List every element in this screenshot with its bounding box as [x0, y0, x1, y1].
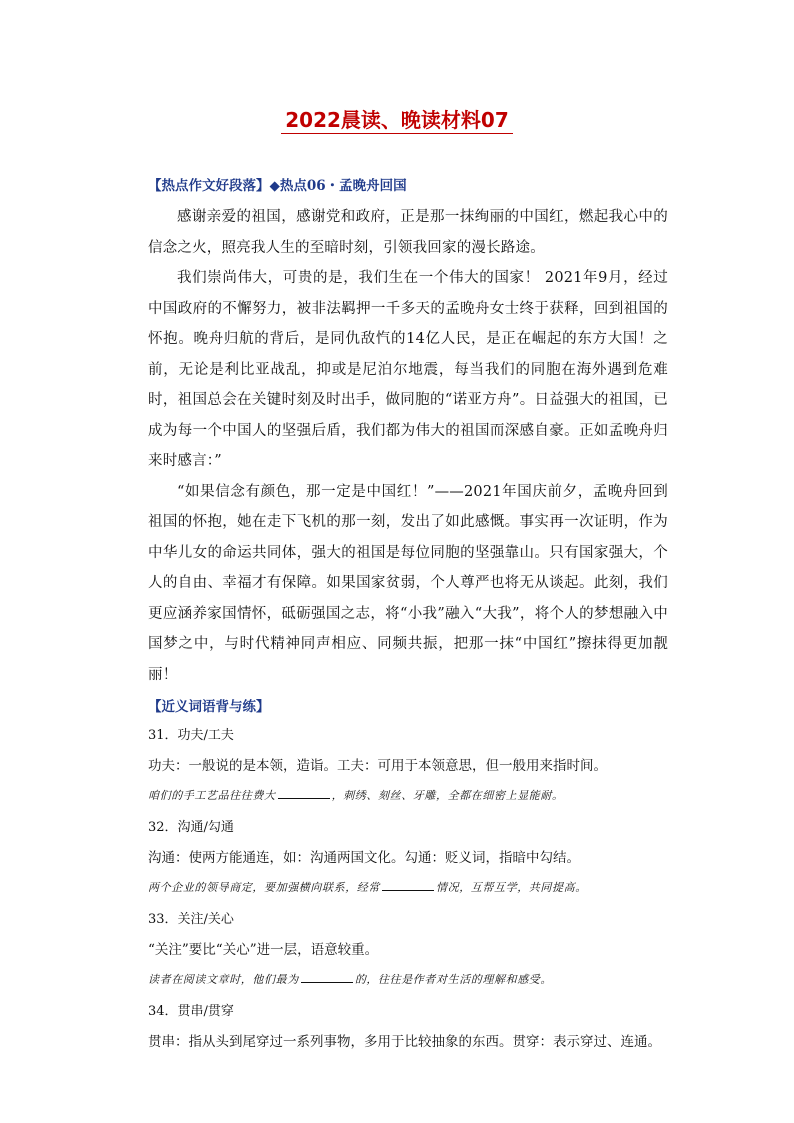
document-body: [148, 174, 668, 1057]
paragraph-1: 感谢亲爱的祖国，感谢党和政府，正是那一抹绚丽的中国红，燃起我心中的信念之火，照亮我人生的至暗时刻，引领我回家的漫长路途。: [148, 209, 668, 256]
fill-blank: [278, 784, 330, 799]
entry-title: 32．沟通/勾通: [148, 820, 234, 835]
entry-title: 34．贯串/贯穿: [148, 1004, 234, 1019]
entry-example: 读者在阅读文章时，他们最为 的，往往是作者对生活的理解和感受。: [148, 965, 668, 995]
entry-definition: 贯串：指从头到尾穿过一系列事物，多用于比较抽象的东西。贯穿：表示穿过、连通。: [148, 1034, 661, 1050]
document-title: 2022晨读、晚读材料07: [0, 104, 794, 133]
section-heading-hot-essay: 【热点作文好段落】◆热点06・孟晚舟回国: [148, 178, 407, 194]
entry-definition: “关注”要比“关心”进一层，语意较重。: [148, 942, 379, 958]
fill-blank: [382, 876, 434, 891]
paragraph-2: 我们崇尚伟大，可贵的是，我们生在一个伟大的国家！ 2021年9月，经过中国政府的不懈努力，被非法羁押一千多天的孟晚舟女士终于获释，回到祖国的怀抱。晚舟归航的背后，是同仇敌忾的14亿人民，是正在崛起的东方大国！之前，无论是利比亚战乱，抑或是尼泊尔地震，每当我们的同胞在海外遇到危难时，祖国总会在关键时刻及时出手，做同胞的“诺亚方舟”。日益强大的祖国，已成为每一个中国人的坚强后盾，我们都为伟大的祖国而深感自豪。正如孟晚舟归来时感言：”: [148, 270, 668, 469]
section-heading-synonyms: 【近义词语背与练】: [148, 699, 270, 715]
entry-example: 两个企业的领导商定，要加强横向联系，经常 情况，互帮互学，共同提高。: [148, 873, 668, 903]
entry-title: 31．功夫/工夫: [148, 728, 234, 743]
fill-blank: [301, 968, 353, 983]
entry-definition: 功夫：一般说的是本领，造诣。工夫：可用于本领意思，但一般用来指时间。: [148, 758, 607, 774]
entry-definition: 沟通：使两方能通连，如：沟通两国文化。勾通：贬义词，指暗中勾结。: [148, 850, 580, 866]
entry-example: 咱们的手工艺品往往费大 ，刺绣、刻丝、牙雕，全都在细密上显能耐。: [148, 781, 668, 811]
paragraph-3: “如果信念有颜色，那一定是中国红！”——2021年国庆前夕，孟晚舟回到祖国的怀抱，她在走下飞机的那一刻，发出了如此感慨。事实再一次证明，作为中华儿女的命运共同体，强大的祖国是每位同胞的坚强靠山。只有国家强大，个人的自由、幸福才有保障。如果国家贫弱，个人尊严也将无从谈起。此刻，我们更应涵养家国情怀，砥砺强国之志，将“小我”融入“大我”，将个人的梦想融入中国梦之中，与时代精神同声相应、同频共振，把那一抹“中国红”擦抹得更加靓丽！: [148, 483, 668, 683]
entry-title: 33．关注/关心: [148, 912, 234, 927]
